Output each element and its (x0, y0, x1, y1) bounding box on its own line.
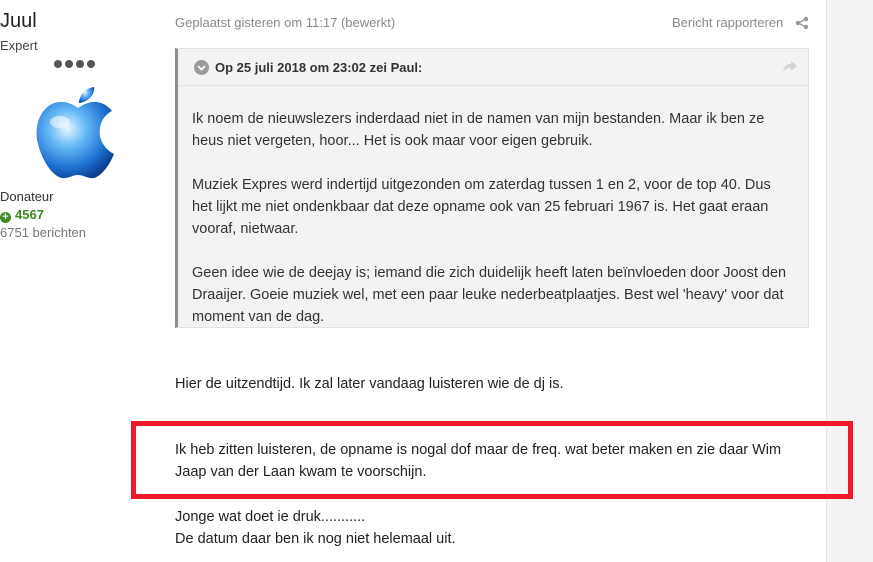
report-post-link[interactable]: Bericht rapporteren (672, 15, 784, 30)
quote-block (175, 48, 809, 328)
author-post-count: 6751 berichten (0, 225, 87, 240)
quote-header (178, 49, 809, 86)
post-meta: Geplaatst gisteren om 11:17 (bewerkt) (175, 15, 396, 30)
author-rank: Expert (0, 38, 38, 53)
quote-body (192, 108, 792, 350)
post-line: Hier de uitzendtijd. Ik zal later vandaag luisteren wie de dj is. (175, 376, 564, 392)
quote-citation[interactable]: Op 25 juli 2018 om 23:02 zei Paul: (215, 60, 423, 75)
quote-paragraph: Muziek Expres werd indertijd uitgezonden om zaterdag tussen 1 en 2, voor de top 40. Dus het lijkt me niet ondenkbaar dat deze opname ook van 25 februari 1967 is. Het gaat eraan vooraf, nietwaar. (192, 177, 771, 237)
author-group: Donateur (0, 189, 54, 204)
plus-circle-icon: + (0, 212, 11, 223)
quote-paragraph: Ik noem de nieuwslezers inderdaad niet in de namen van mijn bestanden. Maar ik ben ze heus niet vergeten, hoor... Het is ook maar voor eigen gebruik. (192, 111, 765, 149)
red-highlight-box (131, 421, 853, 499)
post-line-highlighted: Ik heb zitten luisteren, de opname is nogal dof maar de freq. wat beter maken en zie daar Wim Jaap van der Laan kwam te voorschijn. (175, 442, 782, 480)
author-name[interactable]: Juul (0, 10, 37, 32)
rank-pips (54, 60, 95, 68)
avatar[interactable] (30, 86, 122, 182)
chevron-down-icon[interactable] (194, 60, 209, 75)
quote-paragraph: Geen idee wie de deejay is; iemand die zich duidelijk heeft laten beïnvloeden door Joost den Draaijer. Goeie muziek wel, met een paar leuke nederbeatplaatjes. Best wel 'heavy' voor dat moment van de dag. (192, 265, 787, 325)
post-line: Jonge wat doet ie druk........... (175, 509, 366, 525)
share-icon[interactable] (795, 16, 809, 30)
reputation-value: 4567 (15, 207, 44, 222)
post-line: De datum daar ben ik nog niet helemaal uit. (175, 531, 456, 547)
reply-arrow-icon[interactable] (782, 60, 798, 74)
author-reputation (0, 207, 150, 223)
